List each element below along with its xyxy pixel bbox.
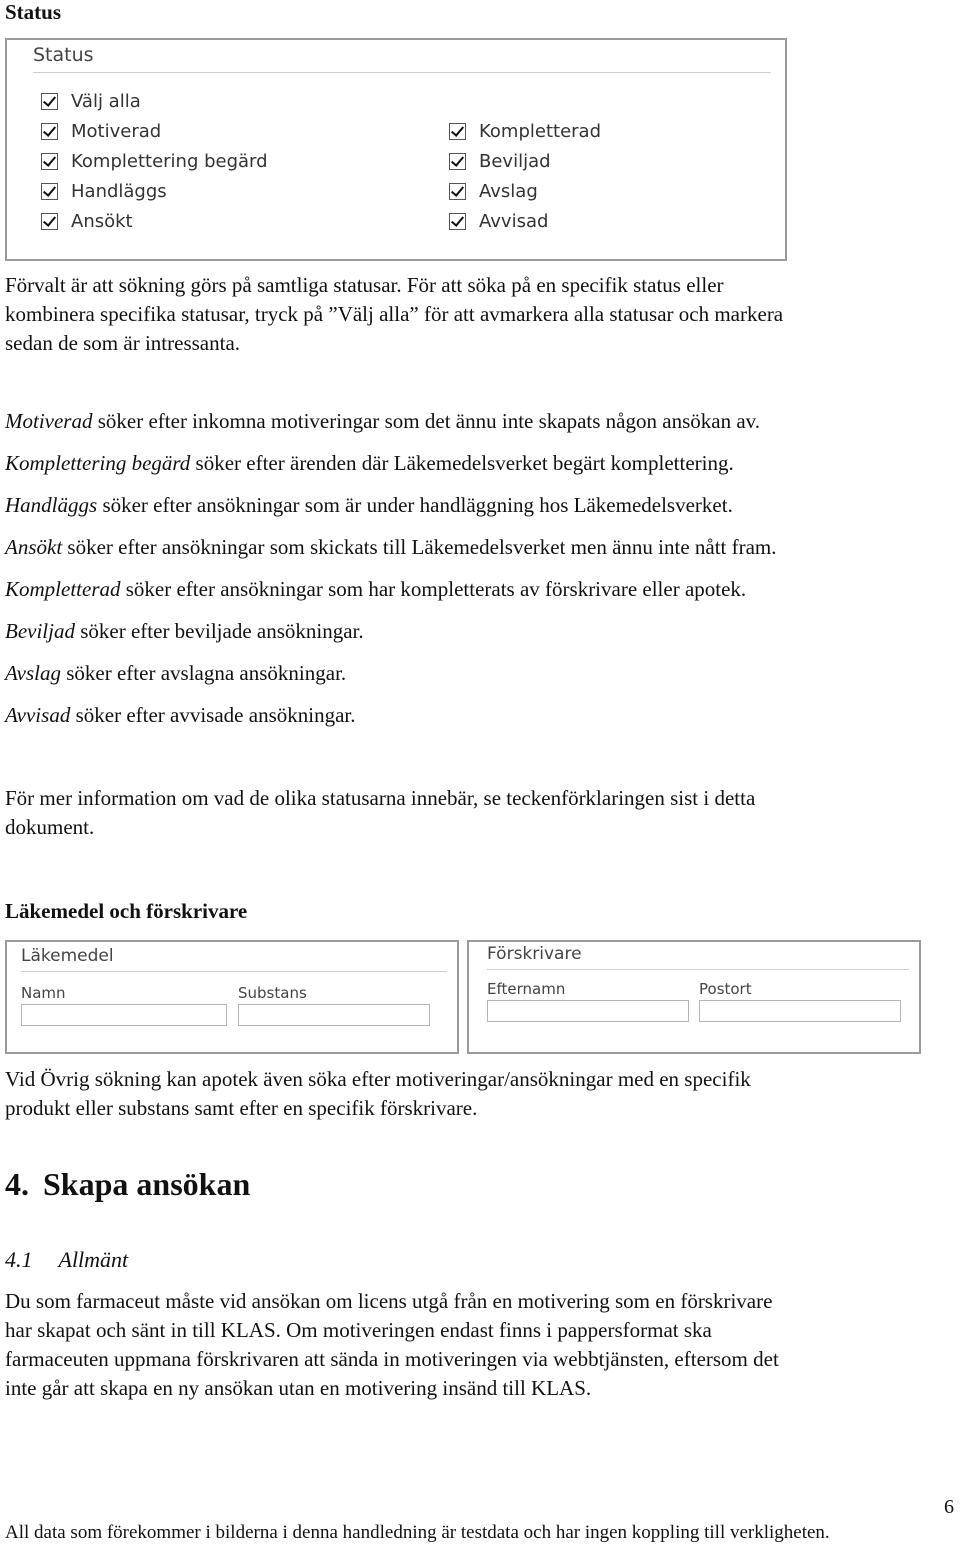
lakemedel-panel-title: Läkemedel <box>21 946 114 966</box>
subsection-number: 4.1 <box>5 1247 33 1272</box>
checkbox-checked-icon[interactable] <box>41 123 58 140</box>
forskrivare-panel-title: Förskrivare <box>487 944 582 964</box>
ovrig-line: Vid Övrig sökning kan apotek även söka efter motiveringar/ansökningar med en specifik <box>5 1067 751 1091</box>
postort-label: Postort <box>699 980 752 998</box>
checkbox-komplettering-begard[interactable] <box>41 150 268 172</box>
substans-input[interactable] <box>238 1004 430 1026</box>
status-text: söker efter ärenden där Läkemedelsverket begärt komplettering. <box>190 451 734 475</box>
footer-note: All data som förekommer i bilderna i denna handledning är testdata och har ingen koppling till verkligheten. <box>5 1522 830 1543</box>
status-text: söker efter ansökningar som skickats till Läkemedelsverket men ännu inte nått fram. <box>62 535 777 559</box>
status-description <box>5 577 746 602</box>
status-text: söker efter avslagna ansökningar. <box>61 661 347 685</box>
checkbox-beviljad[interactable] <box>449 150 551 172</box>
checkbox-motiverad[interactable] <box>41 120 161 142</box>
subsection-heading <box>5 1247 128 1273</box>
forskrivare-panel <box>467 940 921 1054</box>
checkbox-checked-icon[interactable] <box>41 183 58 200</box>
more-info-line: För mer information om vad de olika statusarna innebär, se teckenförklaringen sist i detta <box>5 786 756 810</box>
chapter-number: 4. <box>5 1166 29 1202</box>
chapter-heading <box>5 1166 250 1203</box>
checkbox-avslag[interactable] <box>449 180 538 202</box>
postort-input[interactable] <box>699 1000 901 1022</box>
status-description <box>5 409 760 434</box>
intro-line: kombinera specifika statusar, tryck på ”Välj alla” för att avmarkera alla statusar och markera <box>5 302 784 326</box>
status-term: Handläggs <box>5 493 98 517</box>
checkbox-checked-icon[interactable] <box>41 213 58 230</box>
status-panel-title: Status <box>33 44 94 66</box>
checkbox-checked-icon[interactable] <box>41 93 58 110</box>
status-text: söker efter ansökningar som har kompletterats av förskrivare eller apotek. <box>120 577 747 601</box>
status-description <box>5 661 346 686</box>
checkbox-checked-icon[interactable] <box>449 153 466 170</box>
lakemedel-panel <box>5 940 459 1054</box>
status-term: Kompletterad <box>5 577 121 601</box>
status-term: Beviljad <box>5 619 75 643</box>
checkbox-checked-icon[interactable] <box>449 123 466 140</box>
checkbox-avvisad[interactable] <box>449 210 548 232</box>
status-term: Motiverad <box>5 409 93 433</box>
chapter-title: Skapa ansökan <box>43 1166 251 1202</box>
status-term: Avslag <box>5 661 61 685</box>
status-description <box>5 703 355 728</box>
page-number: 6 <box>944 1496 954 1518</box>
checkbox-checked-icon[interactable] <box>449 183 466 200</box>
checkbox-label: Komplettering begärd <box>71 150 268 172</box>
checkbox-label: Motiverad <box>71 120 162 142</box>
status-text: söker efter avvisade ansökningar. <box>70 703 356 727</box>
substans-label: Substans <box>238 984 307 1002</box>
checkbox-checked-icon[interactable] <box>41 153 58 170</box>
status-text: söker efter ansökningar som är under handläggning hos Läkemedelsverket. <box>97 493 733 517</box>
allmant-line: inte går att skapa en ny ansökan utan en motivering insänd till KLAS. <box>5 1376 592 1400</box>
section-heading-status: Status <box>5 0 62 24</box>
checkbox-label: Ansökt <box>71 210 133 232</box>
checkbox-checked-icon[interactable] <box>449 213 466 230</box>
status-term: Avvisad <box>5 703 71 727</box>
checkbox-label: Kompletterad <box>479 120 602 142</box>
checkbox-ansokt[interactable] <box>41 210 133 232</box>
checkbox-handlaggs[interactable] <box>41 180 167 202</box>
namn-input[interactable] <box>21 1004 227 1026</box>
panel-divider <box>33 72 771 73</box>
checkbox-valj-alla[interactable] <box>41 90 141 112</box>
allmant-line: har skapat och sänt in till KLAS. Om motiveringen endast finns i pappersformat ska <box>5 1318 712 1342</box>
status-description <box>5 493 733 518</box>
checkbox-label: Avslag <box>479 180 538 202</box>
checkbox-label: Avvisad <box>479 210 549 232</box>
efternamn-label: Efternamn <box>487 980 566 998</box>
status-panel <box>5 38 787 261</box>
more-info-line: dokument. <box>5 815 95 839</box>
allmant-line: farmaceuten uppmana förskrivaren att sända in motiveringen via webbtjänsten, eftersom det <box>5 1347 779 1371</box>
status-text: söker efter beviljade ansökningar. <box>74 619 364 643</box>
status-text: söker efter inkomna motiveringar som det ännu inte skapats någon ansökan av. <box>92 409 761 433</box>
status-description <box>5 535 777 560</box>
intro-line: sedan de som är intressanta. <box>5 331 241 355</box>
intro-line: Förvalt är att sökning görs på samtliga statusar. För att söka på en specifik status eller <box>5 273 724 297</box>
panel-divider <box>487 969 909 970</box>
checkbox-kompletterad[interactable] <box>449 120 601 142</box>
checkbox-label: Välj alla <box>71 90 141 112</box>
checkbox-label: Handläggs <box>71 180 167 202</box>
panel-divider <box>21 971 447 972</box>
section-heading-lakemedel: Läkemedel och förskrivare <box>5 899 248 923</box>
ovrig-line: produkt eller substans samt efter en specifik förskrivare. <box>5 1096 478 1120</box>
namn-label: Namn <box>21 984 66 1002</box>
checkbox-label: Beviljad <box>479 150 551 172</box>
status-term: Komplettering begärd <box>5 451 191 475</box>
status-description <box>5 451 734 476</box>
status-description <box>5 619 364 644</box>
allmant-line: Du som farmaceut måste vid ansökan om licens utgå från en motivering som en förskrivare <box>5 1289 773 1313</box>
subsection-title: Allmänt <box>58 1247 129 1272</box>
efternamn-input[interactable] <box>487 1000 689 1022</box>
status-term: Ansökt <box>5 535 63 559</box>
